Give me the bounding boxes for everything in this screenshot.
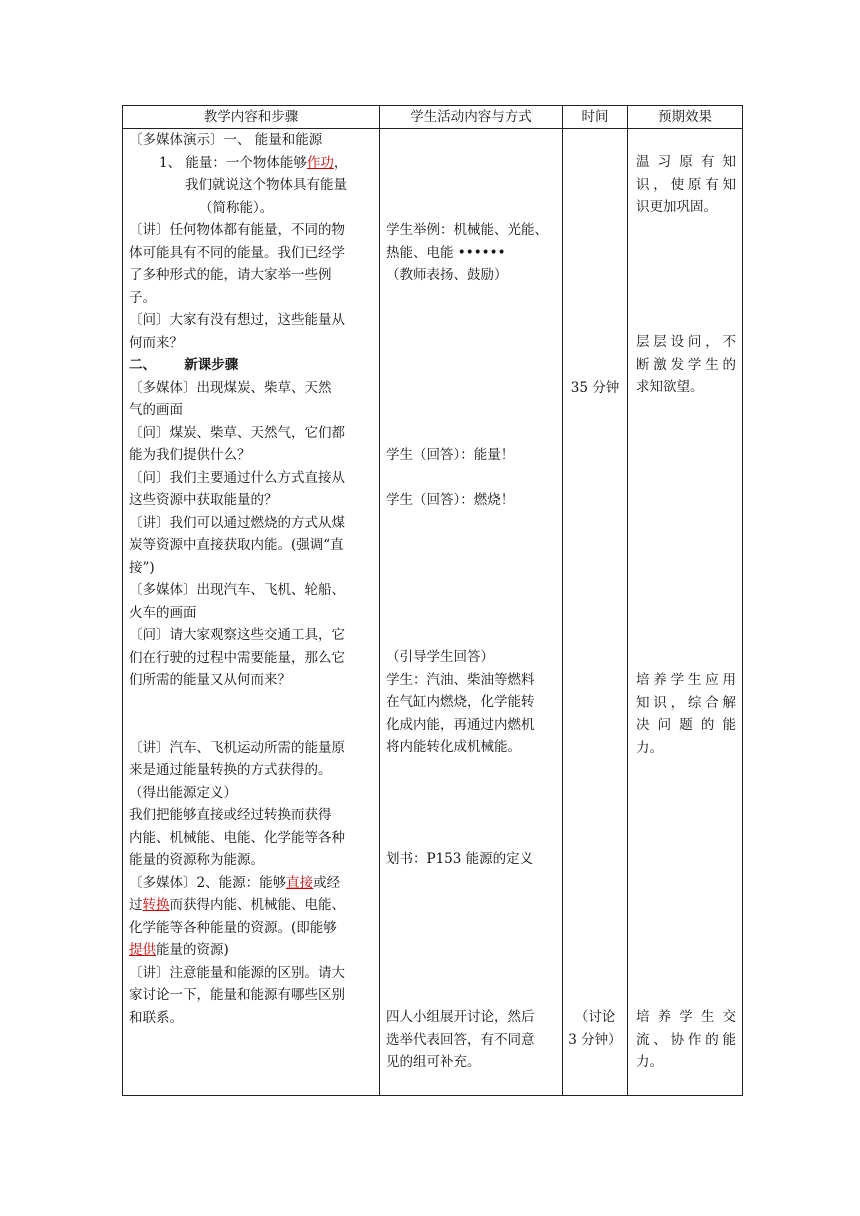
line: 〔讲〕我们可以通过燃烧的方式从煤 <box>129 514 345 531</box>
line: （简称能）。 <box>199 199 274 216</box>
expected-effect-cell <box>628 129 743 1096</box>
text: 过 <box>129 897 143 913</box>
line: 学生（回答）：燃烧！ <box>386 492 515 508</box>
line: 来是通过能量转换的方式获得的。 <box>129 762 332 778</box>
header-teaching-content: 教学内容和步骤 <box>123 106 380 129</box>
activity-block <box>386 646 558 759</box>
line: 子。 <box>129 289 156 306</box>
line: 了多种形式的能，请大家举一些例 <box>129 267 332 283</box>
line: 体可能具有不同的能量。我们已经学 <box>129 244 345 261</box>
line: 我们就说这个物体具有能量 <box>185 177 347 193</box>
line: 〔讲〕任何物体都有能量，不同的物 <box>129 222 345 238</box>
header-row <box>123 106 743 129</box>
line: 学生：汽油、柴油等燃料 <box>386 671 535 688</box>
activity-block <box>386 848 558 871</box>
line: 温习原有知 <box>636 154 736 170</box>
line: 决问题的能 <box>636 717 736 733</box>
line <box>129 152 375 175</box>
line: 四人小组展开讨论，然后 <box>386 1009 535 1025</box>
line: 培养学生应用 <box>636 672 736 688</box>
line: （得出能源定义） <box>129 784 237 801</box>
text: 或经 <box>313 874 341 891</box>
line: 〔问〕我们主要通过什么方式直接从 <box>129 469 345 486</box>
line: 化学能等各种能量的资源。(即能够 <box>129 919 337 936</box>
line: 层层设问，不 <box>636 334 736 350</box>
line: 何而来？ <box>129 334 183 351</box>
line: 内能、机械能、电能、化学能等各种 <box>129 829 345 846</box>
line: 流、协作的能 <box>636 1031 736 1048</box>
line: 热能、电能 •••••• <box>386 244 506 261</box>
line: （教师表扬、鼓励） <box>386 267 508 283</box>
line: 断激发学生的 <box>636 356 736 373</box>
highlight-text: 直接 <box>286 874 314 891</box>
text: 能量的资源) <box>156 942 229 958</box>
activity-block <box>386 219 558 287</box>
effect-block <box>636 331 736 399</box>
line <box>129 872 375 895</box>
student-activity-cell <box>380 129 563 1096</box>
activity-block <box>386 444 558 467</box>
line: 识，使原有知 <box>636 176 736 193</box>
text: 〔多媒体〕2、能源：能够 <box>129 874 287 891</box>
line: 炭等资源中直接获取内能。(强调“直 <box>129 537 344 553</box>
line: 划书：P153 能源的定义 <box>386 851 534 867</box>
line: 力。 <box>636 1054 663 1070</box>
spacer <box>129 692 375 715</box>
time-value: 3 分钟） <box>568 1031 622 1048</box>
time-cell <box>563 129 628 1096</box>
highlight-text: 提供 <box>129 942 156 958</box>
line: 〔问〕煤炭、柴草、天然气，它们都 <box>129 424 345 441</box>
line: 培养学生交 <box>636 1009 736 1025</box>
line: 知识，综合解 <box>636 694 736 711</box>
line: 选举代表回答，有不同意 <box>386 1031 535 1048</box>
effect-block <box>636 151 736 219</box>
header-expected-effect: 预期效果 <box>628 106 743 129</box>
line: 和联系。 <box>129 1009 183 1026</box>
content-row <box>123 129 743 1096</box>
effect-block <box>636 1006 736 1074</box>
time-block <box>565 377 625 400</box>
text: 而获得内能、机械能、电能、 <box>169 897 345 913</box>
lesson-plan-table <box>122 105 743 1096</box>
line: 〔多媒体〕出现汽车、飞机、轮船、 <box>129 582 345 598</box>
line: 化成内能，再通过内燃机 <box>386 716 535 733</box>
effect-block <box>636 669 736 759</box>
line: 能量的资源称为能源。 <box>129 852 264 868</box>
line: 力。 <box>636 739 663 756</box>
line: 们在行驶的过程中需要能量，那么它 <box>129 649 345 666</box>
line: 〔讲〕汽车、飞机运动所需的能量原 <box>129 739 345 756</box>
header-time: 时间 <box>563 106 628 129</box>
activity-block <box>386 489 558 512</box>
activity-block <box>386 1006 558 1074</box>
line: 在气缸内燃烧，化学能转 <box>386 694 535 710</box>
line: 见的组可补充。 <box>386 1054 481 1070</box>
spacer <box>129 714 375 737</box>
line: 学生举例：机械能、光能、 <box>386 222 548 238</box>
line: 〔问〕请大家观察这些交通工具，它 <box>129 627 345 643</box>
section-heading: 二、 新课步骤 <box>129 357 239 373</box>
highlight-text: 转换 <box>142 897 170 913</box>
line: 们所需的能量又从何而来？ <box>129 672 291 688</box>
header-student-activity: 学生活动内容与方式 <box>380 106 563 129</box>
line: 求知欲望。 <box>636 379 704 395</box>
text: 1、 能量：一个物体能够 <box>159 154 307 171</box>
line: 学生（回答）：能量！ <box>386 447 515 463</box>
line: 将内能转化成机械能。 <box>386 739 521 755</box>
line: 火车的画面 <box>129 604 197 621</box>
line: 〔多媒体演示〕一、 能量和能源 <box>129 132 323 148</box>
time-block <box>565 1006 625 1051</box>
text: ， <box>333 154 348 171</box>
line: 〔问〕大家有没有想过，这些能量从 <box>129 312 345 328</box>
line: 家讨论一下，能量和能源有哪些区别 <box>129 987 345 1003</box>
time-value: 35 分钟 <box>570 380 620 396</box>
line: 气的画面 <box>129 402 183 418</box>
line: （引导学生回答） <box>386 649 494 665</box>
line: 〔多媒体〕出现煤炭、柴草、天然 <box>129 379 332 396</box>
highlight-text: 作功 <box>306 154 334 171</box>
line: 〔讲〕注意能量和能源的区别。请大 <box>129 964 345 981</box>
line <box>129 894 375 917</box>
line: 我们把能够直接或经过转换而获得 <box>129 807 332 823</box>
line: 识更加巩固。 <box>636 199 717 215</box>
time-value: （讨论 <box>574 1009 616 1025</box>
line: 这些资源中获取能量的？ <box>129 492 278 508</box>
line: 接”) <box>129 559 155 576</box>
line: 能为我们提供什么？ <box>129 447 251 463</box>
line <box>129 939 375 962</box>
teaching-content-cell <box>123 129 380 1096</box>
